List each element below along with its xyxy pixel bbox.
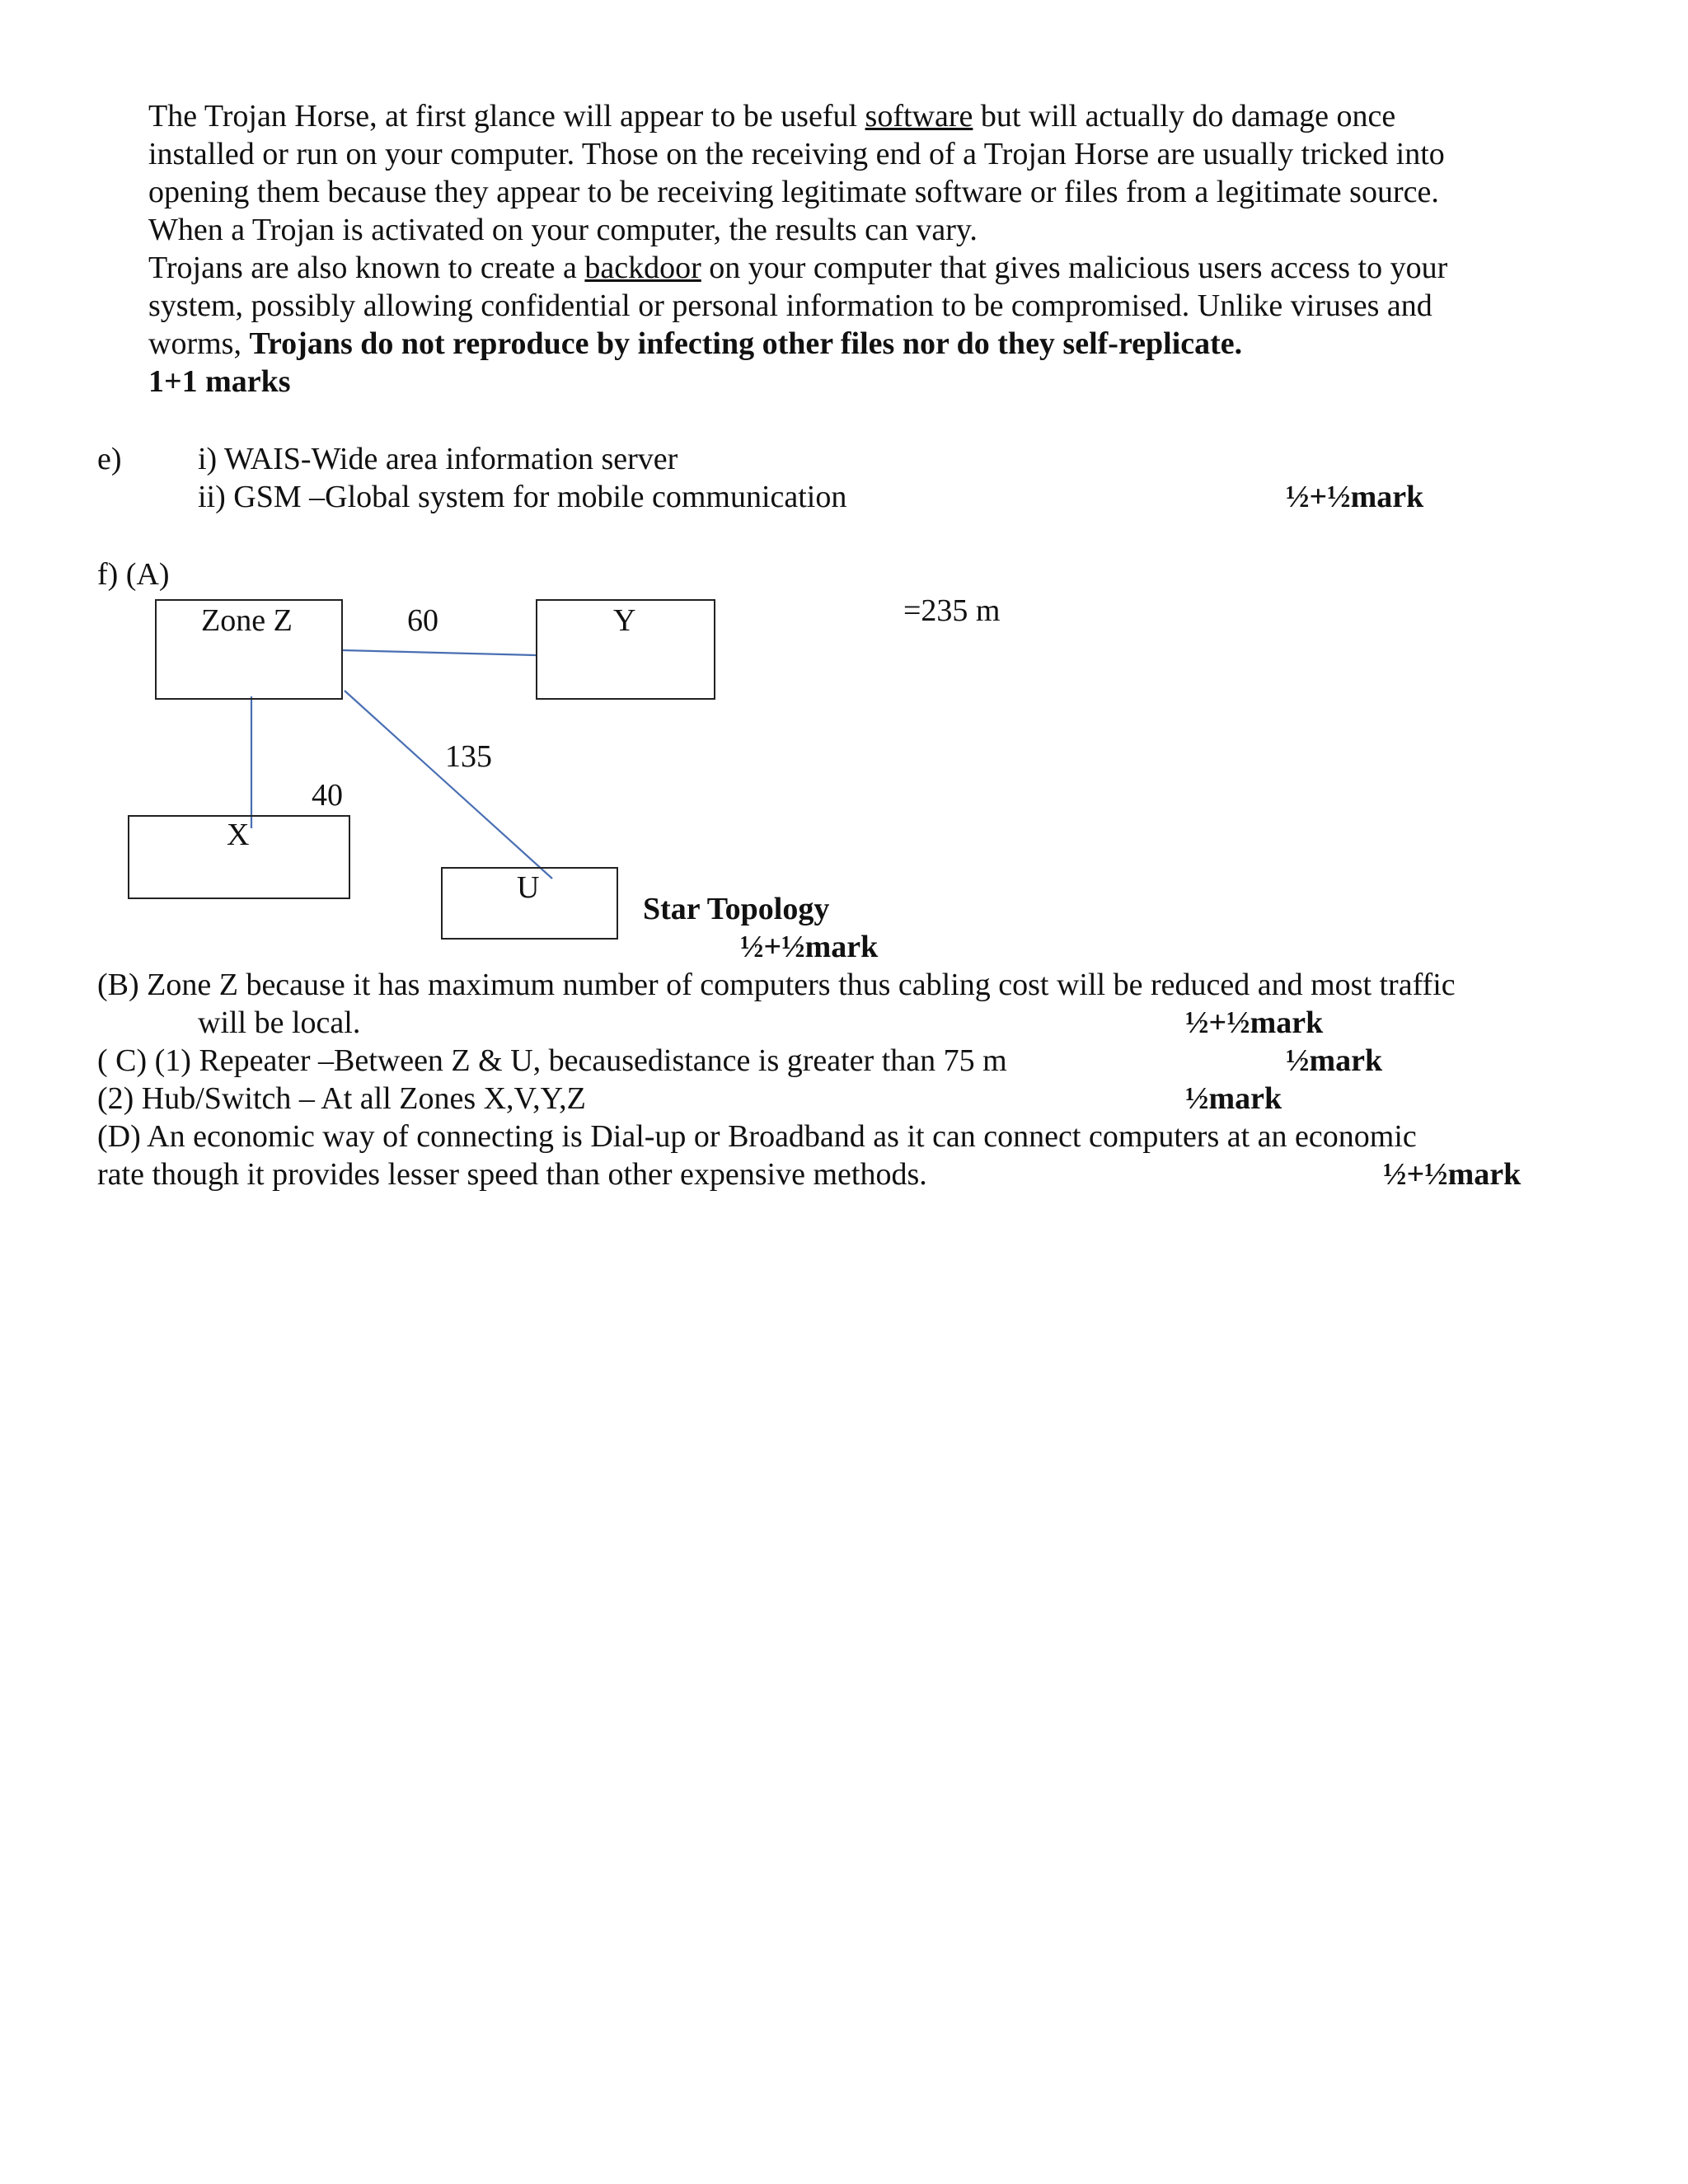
answer-c-marks-1: ½mark bbox=[1286, 1043, 1383, 1078]
edge-z-x-distance: 40 bbox=[312, 778, 343, 813]
trojan-text: but will actually do damage once bbox=[973, 99, 1396, 134]
trojan-text: Trojans are also known to create a bbox=[148, 251, 585, 285]
node-zone-z-label: Zone Z bbox=[201, 603, 293, 638]
answer-b-marks: ½+½mark bbox=[1185, 1005, 1324, 1040]
topology-label: Star Topology bbox=[643, 892, 830, 926]
answer-b-line-2: will be local. bbox=[198, 1005, 361, 1040]
answer-b-line-1: (B) Zone Z because it has maximum number of computers thus cabling cost will be reduced and most traffic bbox=[97, 968, 1456, 1002]
section-e-item-2: ii) GSM –Global system for mobile communication bbox=[198, 480, 847, 514]
trojan-line-6: system, possibly allowing confidential or personal information to be compromised. Unlike viruses and bbox=[148, 288, 1432, 323]
trojan-line-4: When a Trojan is activated on your computer, the results can vary. bbox=[148, 213, 978, 247]
answer-c-marks-2: ½mark bbox=[1185, 1081, 1282, 1116]
topology-marks: ½+½mark bbox=[740, 930, 879, 964]
trojan-line-3: opening them because they appear to be receiving legitimate software or files from a legitimate source. bbox=[148, 175, 1439, 209]
node-y-label: Y bbox=[613, 603, 636, 638]
node-x-label: X bbox=[227, 818, 250, 852]
answer-d-line-2: rate though it provides lesser speed than other expensive methods. bbox=[97, 1157, 927, 1192]
edge-z-y bbox=[343, 650, 536, 655]
answer-d-marks: ½+½mark bbox=[1383, 1157, 1522, 1192]
section-e-label: e) bbox=[97, 442, 122, 476]
trojan-marks: 1+1 marks bbox=[148, 364, 291, 399]
section-e-marks: ½+½mark bbox=[1286, 480, 1424, 514]
edge-z-u-distance: 135 bbox=[445, 739, 492, 774]
trojan-text: on your computer that gives malicious users access to your bbox=[701, 251, 1448, 285]
trojan-line-2: installed or run on your computer. Those on the receiving end of a Trojan Horse are usually tricked into bbox=[148, 137, 1445, 171]
edge-z-y-distance: 60 bbox=[407, 603, 438, 638]
trojan-text: worms, bbox=[148, 326, 250, 361]
trojan-text: The Trojan Horse, at first glance will appear to be useful bbox=[148, 99, 865, 134]
edge-z-u bbox=[345, 691, 552, 879]
backdoor-link[interactable]: backdoor bbox=[584, 251, 701, 285]
answer-d-line-1: (D) An economic way of connecting is Dial-up or Broadband as it can connect computers at an economic bbox=[97, 1119, 1417, 1154]
node-u-label: U bbox=[517, 870, 540, 905]
section-e-item-1: i) WAIS-Wide area information server bbox=[198, 442, 678, 476]
software-link[interactable]: software bbox=[865, 99, 973, 134]
section-f-label: f) (A) bbox=[97, 557, 170, 592]
trojan-bold-text: Trojans do not reproduce by infecting other files nor do they self-replicate. bbox=[249, 326, 1243, 361]
answer-c-line-2: (2) Hub/Switch – At all Zones X,V,Y,Z bbox=[97, 1081, 586, 1116]
total-distance: =235 m bbox=[903, 593, 1001, 628]
answer-c-line-1: ( C) (1) Repeater –Between Z & U, becausedistance is greater than 75 m bbox=[97, 1043, 1007, 1078]
